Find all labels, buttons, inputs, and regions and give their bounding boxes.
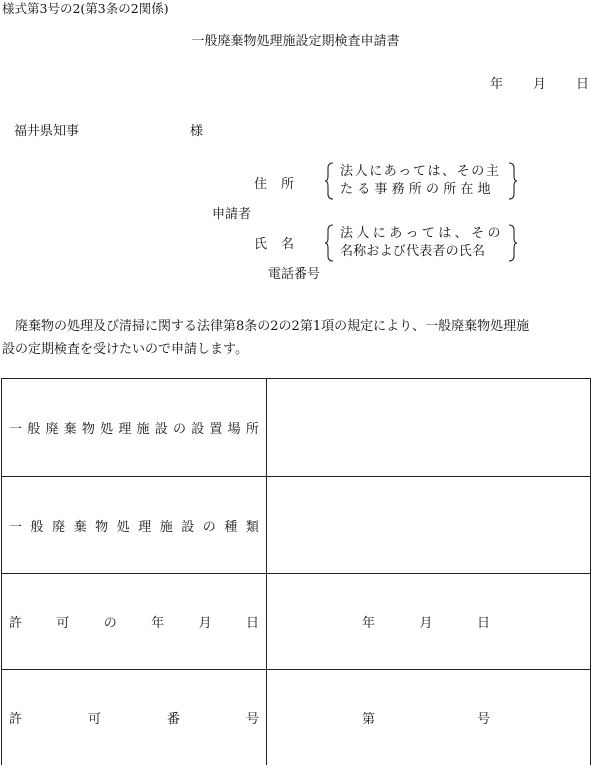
document-title: 一般廃棄物処理施設定期検査申請書 bbox=[191, 34, 400, 49]
label-char: 置 bbox=[209, 422, 223, 437]
application-table bbox=[1, 378, 591, 765]
label-char: 可 bbox=[56, 616, 70, 631]
label-cell bbox=[2, 574, 267, 670]
form-number: 様式第3号の2(第3条の2関係) bbox=[2, 1, 169, 16]
permit-year-label: 年 bbox=[362, 616, 376, 631]
label-char: 許 bbox=[9, 616, 23, 631]
label-char: 月 bbox=[198, 616, 212, 631]
label-char: 理 bbox=[118, 422, 132, 437]
label-char: 施 bbox=[159, 519, 173, 535]
label-char: 般 bbox=[27, 422, 41, 437]
application-statement bbox=[2, 315, 591, 361]
permit-number-field[interactable] bbox=[267, 670, 591, 766]
name-label: 氏名 bbox=[254, 237, 309, 252]
phone-label: 電話番号 bbox=[268, 267, 321, 282]
label-char: 処 bbox=[116, 519, 130, 535]
permit-month-label: 月 bbox=[419, 616, 433, 631]
label-char: 理 bbox=[138, 519, 152, 535]
name-note-line: 名称および代表者の氏名 bbox=[340, 244, 486, 259]
label-char: 棄 bbox=[63, 422, 77, 437]
permit-number-parts bbox=[267, 708, 590, 727]
label-char: 設 bbox=[191, 422, 205, 437]
table-row bbox=[2, 477, 591, 574]
label-char: 般 bbox=[30, 519, 44, 535]
date-day-label: 日 bbox=[576, 77, 590, 92]
address-note-bracket bbox=[325, 162, 517, 200]
label-cell bbox=[2, 670, 267, 766]
address-note-line: たる事務所の所在地 bbox=[340, 182, 495, 197]
recipient-honorific: 様 bbox=[190, 124, 204, 139]
statement-line: 設の定期検査を受けたいので申請します。 bbox=[2, 342, 248, 357]
label-char: 棄 bbox=[73, 519, 87, 535]
label-char: 日 bbox=[245, 616, 259, 631]
label-char: 所 bbox=[245, 422, 259, 437]
label-char: 物 bbox=[95, 519, 109, 535]
label-char: 類 bbox=[245, 519, 259, 535]
label-cell bbox=[2, 379, 267, 477]
label-char: 種 bbox=[224, 519, 238, 535]
label-char: 場 bbox=[227, 422, 241, 437]
applicant-label: 申請者 bbox=[212, 207, 252, 222]
spread-label bbox=[2, 612, 266, 631]
name-note-line: 法人にあっては、その bbox=[340, 226, 504, 241]
date-month-label: 月 bbox=[533, 77, 547, 92]
label-char: 設 bbox=[154, 422, 168, 437]
statement-line: 廃棄物の処理及び清掃に関する法律第8条の2の2第1項の規定により、一般廃棄物処理施 bbox=[2, 319, 530, 334]
table-row bbox=[2, 670, 591, 766]
spread-label bbox=[2, 418, 266, 437]
label-char: 施 bbox=[136, 422, 150, 437]
name-note-bracket bbox=[325, 224, 517, 262]
table-row bbox=[2, 379, 591, 477]
recipient: 福井県知事 bbox=[14, 124, 80, 139]
installation-location-field[interactable] bbox=[267, 379, 591, 477]
label-cell bbox=[2, 477, 267, 574]
spread-label bbox=[2, 516, 266, 535]
date-year-label: 年 bbox=[490, 77, 504, 92]
label-char: 許 bbox=[9, 712, 23, 727]
label-char: の bbox=[172, 422, 186, 437]
permit-day-label: 日 bbox=[476, 616, 490, 631]
label-char: 可 bbox=[87, 712, 101, 727]
facility-type-field[interactable] bbox=[267, 477, 591, 574]
label-char: 設 bbox=[181, 519, 195, 535]
label-char: 一 bbox=[9, 422, 23, 437]
label-char: 廃 bbox=[52, 519, 66, 535]
spread-label bbox=[2, 708, 266, 727]
permit-date-field[interactable] bbox=[267, 574, 591, 670]
label-char: 処 bbox=[100, 422, 114, 437]
permit-date-parts bbox=[267, 612, 590, 631]
label-char: の bbox=[103, 616, 117, 631]
label-char: 年 bbox=[151, 616, 165, 631]
permit-number-suffix: 号 bbox=[476, 712, 490, 727]
label-char: の bbox=[202, 519, 216, 535]
address-label: 住所 bbox=[254, 177, 309, 192]
permit-number-prefix: 第 bbox=[362, 712, 376, 727]
label-char: 物 bbox=[81, 422, 95, 437]
address-note-line: 法人にあっては、その主 bbox=[340, 164, 501, 179]
table-row bbox=[2, 574, 591, 670]
label-char: 号 bbox=[245, 712, 259, 727]
label-char: 番 bbox=[166, 712, 180, 727]
label-char: 一 bbox=[9, 519, 23, 535]
label-char: 廃 bbox=[45, 422, 59, 437]
